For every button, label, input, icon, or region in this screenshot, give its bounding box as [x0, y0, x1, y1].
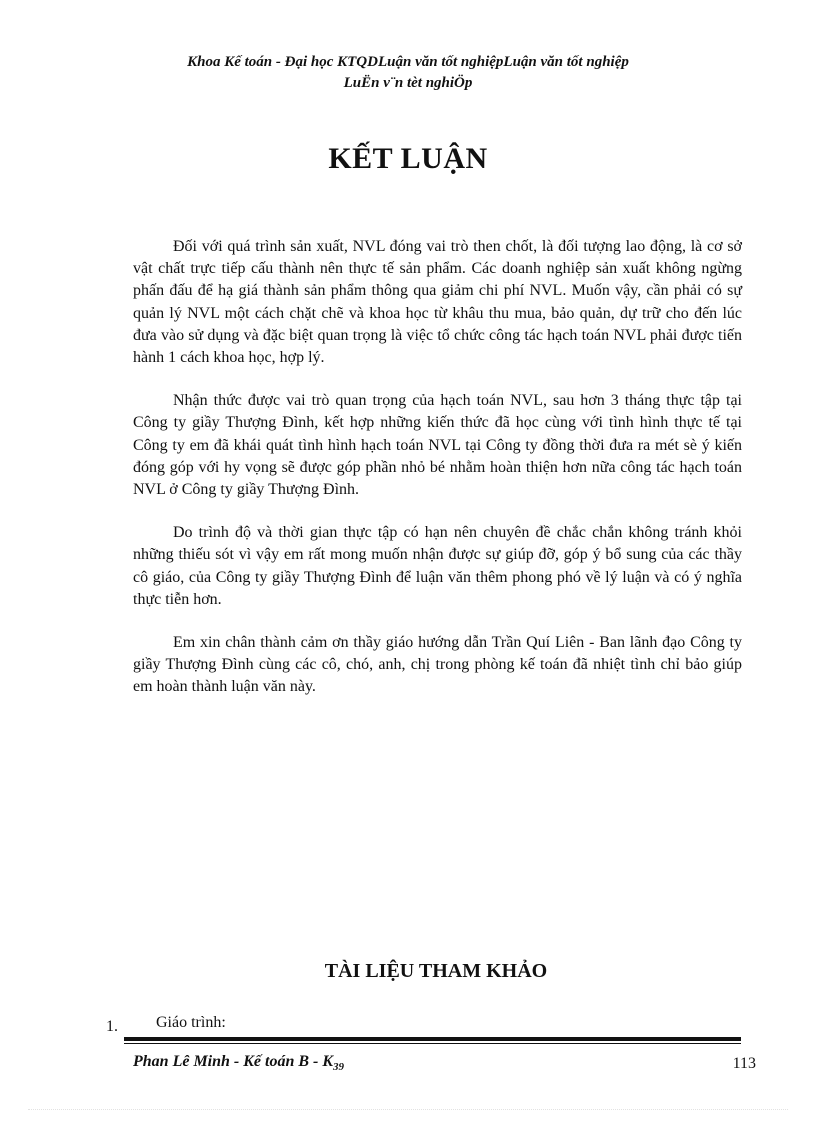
running-header: [100, 52, 716, 94]
page-edge-dotted-line: [28, 1109, 788, 1110]
header-line-1: Khoa Kế toán - Đại học KTQDLuận văn tốt nghiệpLuận văn tốt nghiệp: [187, 54, 629, 70]
paragraph: Do trình độ và thời gian thực tập có hạn nên chuyên đề chắc chắn không tránh khỏi những thiếu sót vì vậy em rất mong muốn nhận được sự giúp đỡ, góp ý bổ sung của các thầy cô giáo, của Công ty giầy Thượng Đình để luận văn thêm phong phó về lý luận và có ý nghĩa thực tiễn hơn.: [133, 524, 742, 608]
footer-author: [133, 1053, 344, 1073]
reference-number: 1.: [106, 1018, 118, 1035]
header-line-2: LuËn v¨n tèt nghiÖp: [343, 75, 473, 91]
footer-author-text: Phan Lê Minh - Kế toán B - K: [133, 1053, 334, 1070]
conclusion-body: [133, 236, 742, 720]
page-title: KẾT LUẬN: [328, 142, 488, 175]
reference-text: Giáo trình:: [156, 1014, 226, 1031]
paragraph: Nhận thức được vai trò quan trọng của hạch toán NVL, sau hơn 3 tháng thực tập tại Công ty giầy Thượng Đình, kết hợp những kiến thức đã học cùng với tình hình thực tế tại Công ty em đã khái quát tình hình hạch toán NVL tại Công ty đồng thời đưa ra mét sè ý kiến đóng góp với hy vọng sẽ được góp phần nhỏ bé nhằm hoàn thiện hơn nữa công tác hạch toán NVL ở Công ty giầy Thượng Đình.: [133, 392, 742, 499]
footer-rule-thick: [124, 1037, 741, 1041]
paragraph: Em xin chân thành cảm ơn thầy giáo hướng dẫn Trần Quí Liên - Ban lãnh đạo Công ty giầy Thượng Đình cùng các cô, chó, anh, chị trong phòng kế toán đã nhiệt tình chỉ bảo giúp em hoàn thành luận văn này.: [133, 634, 742, 696]
page-number: 113: [732, 1055, 756, 1072]
references-title: TÀI LIỆU THAM KHẢO: [324, 960, 548, 982]
footer-rule-thin: [124, 1043, 741, 1044]
paragraph: Đối với quá trình sản xuất, NVL đóng vai trò then chốt, là đối tượng lao động, là cơ sở vật chất trực tiếp cấu thành nên thực tế sản phẩm. Các doanh nghiệp sản xuất không ngừng phấn đấu để hạ giá thành sản phẩm thông qua giảm chi phí NVL. Muốn vậy, cần phải có sự quản lý NVL một cách chặt chẽ và khoa học từ khâu thu mua, bảo quản, dự trữ cho đến lúc đưa vào sử dụng và đặc biệt quan trọng là việc tổ chức công tác hạch toán NVL phải được tiến hành 1 cách khoa học, hợp lý.: [133, 238, 742, 367]
footer-author-subscript: 39: [333, 1061, 345, 1074]
